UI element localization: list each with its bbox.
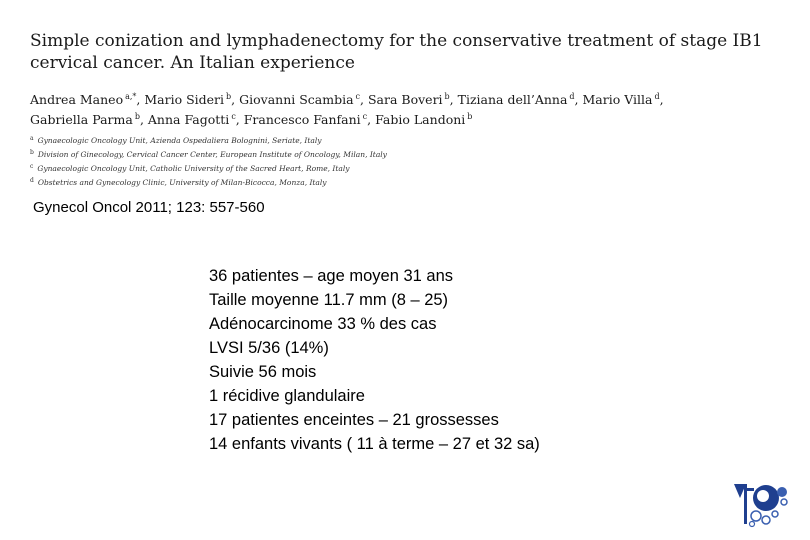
author: Andrea Maneo $^{a,*}$, xyxy=(30,92,145,107)
author: Sara Boveri $^b$, xyxy=(367,92,458,107)
journal-citation: Gynecol Oncol 2011; 123: 557-560 xyxy=(33,199,265,216)
summary-item: LVSI 5/36 (14%) xyxy=(209,339,329,357)
summary-item: Suivie 56 mois xyxy=(209,363,317,381)
affiliation-list xyxy=(30,133,790,189)
author: Francesco Fanfani $^c$, xyxy=(243,112,376,127)
author: Fabio Landoni $^b$ xyxy=(375,112,473,127)
author: Anna Fagotti $^c$, xyxy=(147,112,244,127)
summary-item: 14 enfants vivants ( 11 à terme – 27 et 32 sa) xyxy=(209,435,540,453)
article-title-line-2: cervical cancer. An Italian experience xyxy=(30,53,355,73)
affiliation: $^b$ Division of Ginecology, Cervical Cancer Center, European Institute of Oncology, Milan, Italy xyxy=(30,149,387,159)
author-list xyxy=(30,88,790,128)
author: Mario Sideri $^b$, xyxy=(144,92,240,107)
author-line-1 xyxy=(30,92,664,107)
society-logo-icon xyxy=(730,478,792,530)
article-title xyxy=(30,30,790,74)
summary-list xyxy=(209,264,769,456)
summary-item: 1 récidive glandulaire xyxy=(209,387,365,405)
author-line-2 xyxy=(30,112,472,127)
author: Mario Villa $^d$, xyxy=(582,92,664,107)
summary-item: 17 patientes enceintes – 21 grossesses xyxy=(209,411,499,429)
summary-item: Adénocarcinome 33 % des cas xyxy=(209,315,437,333)
article-title-line-1: Simple conization and lymphadenectomy for the conservative treatment of stage IB1 xyxy=(30,31,763,51)
author: Giovanni Scambia $^c$, xyxy=(239,92,368,107)
affiliation: $^c$ Gynaecologic Oncology Unit, Catholic University of the Sacred Heart, Rome, Italy xyxy=(30,163,350,173)
author: Tiziana dell’Anna $^d$, xyxy=(457,92,583,107)
affiliation: $^a$ Gynaecologic Oncology Unit, Azienda Ospedaliera Bolognini, Seriate, Italy xyxy=(30,135,322,145)
summary-item: Taille moyenne 11.7 mm (8 – 25) xyxy=(209,291,449,309)
author: Gabriella Parma $^b$, xyxy=(30,112,148,127)
summary-item: 36 patientes – age moyen 31 ans xyxy=(209,267,454,285)
affiliation: $^d$ Obstetrics and Gynecology Clinic, University of Milan-Bicocca, Monza, Italy xyxy=(30,177,327,187)
